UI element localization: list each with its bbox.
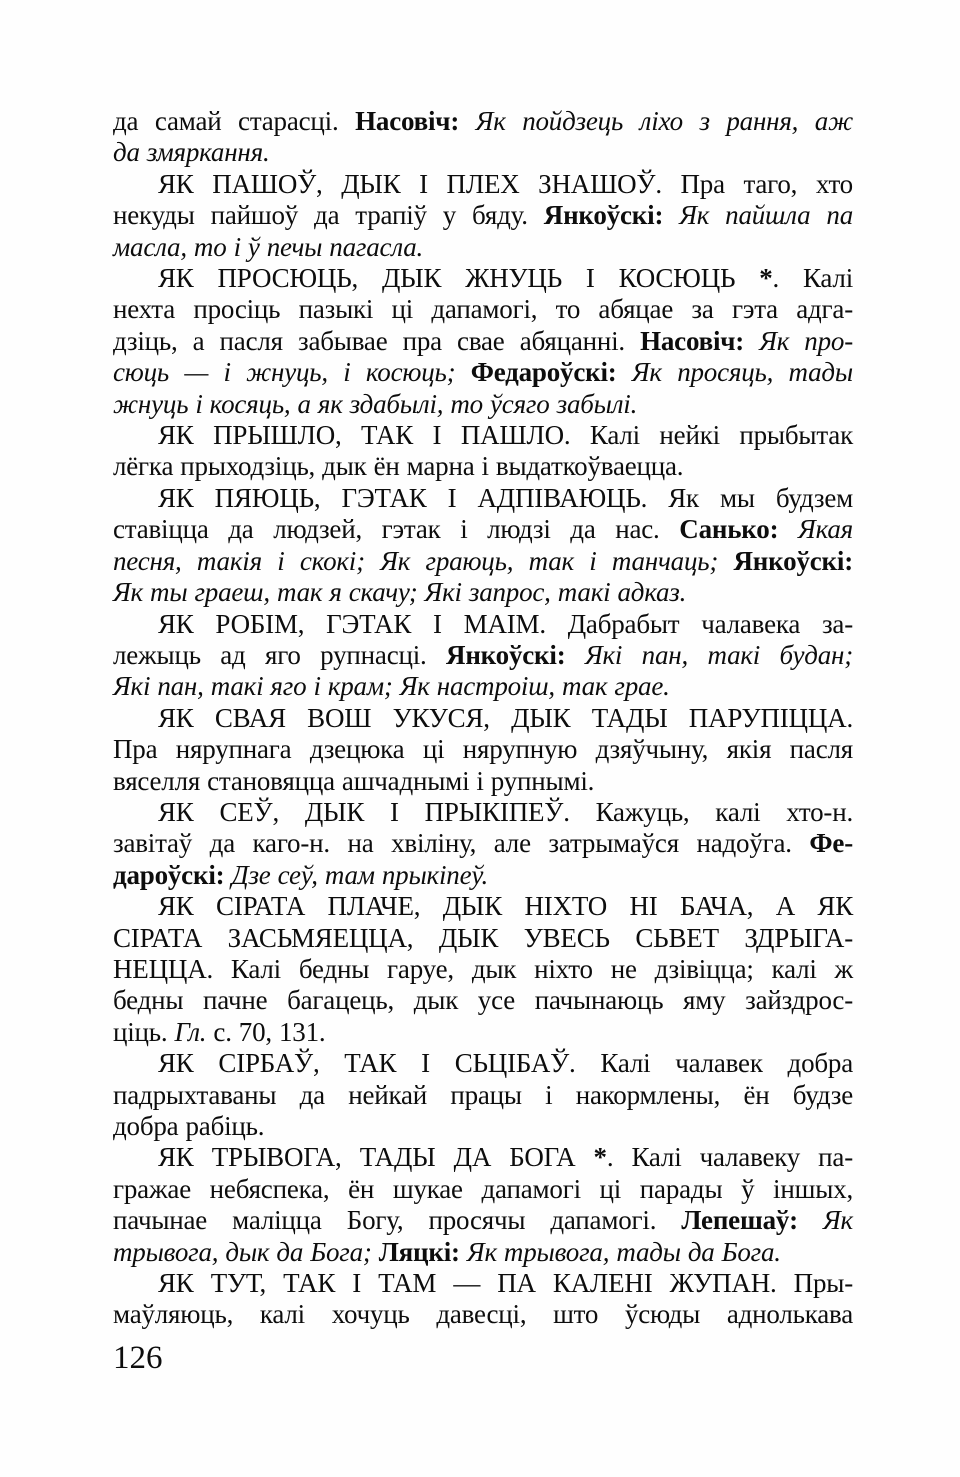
text-line [113,703,853,734]
text-line [113,577,853,608]
source-name: Янкоўскі: [446,639,585,670]
source-name: Насовіч: [355,106,476,136]
proverb-text: Які пан, такі будан; [584,639,854,670]
text-line [113,640,853,671]
body-text: некуды пайшоў да трапіў у бяду. [113,200,544,231]
proverb-text: масла, то і ў печы пагасла. [113,231,424,262]
text-line [113,797,853,828]
paragraph [113,1268,853,1331]
text-line [113,1237,853,1268]
text-line [113,232,853,263]
proverb-text: Як про- [759,325,854,356]
text-line [113,609,853,640]
proverb-text: Гл. [174,1016,207,1047]
paragraph [113,703,853,797]
body-text: вяселля становяцца ашчаднымі і рупнымі. [113,765,595,796]
source-name: Насовіч: [640,325,760,356]
body-text: ЯК ПЯЮЦЬ, ГЭТАК І АДПІВАЮЦЬ. Як мы будзем [158,482,853,513]
body-text: дзіць, а пасля забывае пра свае абяцанні. [113,325,641,356]
text-line [113,263,853,294]
body-text: добра рабіць. [113,1111,265,1141]
body-text: ЯК СІРАТА ПЛАЧЕ, ДЫК НІХТО НІ БАЧА, А ЯК [158,891,853,922]
body-text: ЯК СІРБАЎ, ТАК І СЬЦІБАЎ. Калі чалавек добра [158,1048,853,1079]
source-name: Фе- [809,828,853,859]
body-text: . Калі чалавеку па- [606,1142,853,1173]
paragraph [113,891,853,1048]
source-name: Федароўскі: [470,357,632,388]
body-text: нехта просіць пазыкі ці дапамогі, то абяцае за гэта адга- [113,294,853,325]
body-text: лежыць ад яго рупнасці. [113,639,447,670]
text-line [113,954,853,985]
body-text: гражае небяспека, ён шукае дапамогі ці парады ў іншых, [113,1173,853,1204]
body-text: НЕЦЦА. Калі бедны гаруе, дык ніхто не дзівіцца; калі ж [113,953,853,984]
paragraph [113,609,853,703]
proverb-text: сюць — і жнуць, і косюць; [113,357,471,388]
proverb-text: Як ты граеш, так я скачу; Які запрос, такі адказ. [113,577,687,608]
source-name: Ляцкі: [378,1236,467,1267]
body-text: завітаў да каго-н. на хвіліну, але затрымаўся надоўга. [113,828,810,859]
source-name: Янкоўскі: [733,545,853,576]
text-line [113,1205,853,1236]
paragraph [113,797,853,891]
text-line [113,1299,853,1330]
text-line [113,923,853,954]
text-line [113,451,853,482]
text-line [113,200,853,231]
proverb-text: Як пойдзець ліхо з рання, аж [475,106,854,136]
body-text: маўляюць, калі хочуць давесці, што ўсюды аднолькава [113,1299,853,1330]
body-text: ЯК СЕЎ, ДЫК І ПРЫКІПЕЎ. Кажуць, калі хто-н. [158,796,853,827]
proverb-text: Дзе сеў, там прыкіпеў. [231,859,489,890]
text-line [113,357,853,388]
body-text: ЯК ПРОСЮЦЬ, ДЫК ЖНУЦЬ І КОСЮЦЬ [158,263,760,294]
body-text: лёгка прыходзіць, дык ён марна і выдаткоўваецца. [113,451,684,482]
body-text: СІРАТА ЗАСЬМЯЕЦЦА, ДЫК УВЕСЬ СЬВЕТ ЗДРЫГА- [113,922,853,953]
body-text: ставіцца да людзей, гэтак і людзі да нас. [113,514,680,545]
body-text: ЯК ТУТ, ТАК І ТАМ — ПА КАЛЕНІ ЖУПАН. Пры- [158,1268,853,1299]
body-text: с. 70, 131. [206,1016,326,1047]
text-line [113,326,853,357]
proverb-text: Як пайшла па [679,200,853,231]
text-line [113,137,853,168]
page-number: 126 [113,1340,163,1376]
paragraph [113,483,853,609]
text-line [113,1142,853,1173]
source-name: Янкоўскі: [543,200,680,231]
proverb-text: Як [823,1205,853,1236]
paragraph [113,169,853,263]
text-line [113,1080,853,1111]
text-line [113,734,853,765]
proverb-text: Якая [798,514,853,545]
text-line [113,169,853,200]
proverb-text: жнуць і косяць, а як здабылі, то ўсяго забылі. [113,388,638,419]
body-text: пачынае маліцца Богу, просячы дапамогі. [113,1205,682,1236]
text-line [113,860,853,891]
source-name: Лепешаў: [681,1205,824,1236]
body-text: падрыхтаваны да нейкай працы і накормлены, ён будзе [113,1079,853,1110]
text-line [113,1048,853,1079]
proverb-text: Як просяць, тады [631,357,853,388]
text-line [113,1174,853,1205]
body-text: ціць. [113,1016,175,1047]
text-line [113,985,853,1016]
body-text: ЯК ПРЫШЛО, ТАК І ПАШЛО. Калі нейкі прыбытак [158,420,853,451]
body-text: ЯК РОБІМ, ГЭТАК І МАІМ. Дабрабыт чалавека за- [158,608,853,639]
paragraph [113,263,853,420]
paragraph [113,1142,853,1268]
body-text: бедны пачне багацець, дык усе пачынаюць яму зайздрос- [113,985,853,1016]
text-line [113,891,853,922]
source-name: * [593,1142,607,1173]
text-line [113,420,853,451]
text-line [113,671,853,702]
proverb-text: Які пан, такі яго і крам; Як настроіш, так грае. [113,671,670,702]
body-text: Пра нярупнага дзецюка ці нярупную дзяўчыну, якія пасля [113,734,853,765]
text-line [113,546,853,577]
paragraph [113,1048,853,1142]
text-line [113,294,853,325]
body-text: . Калі [772,263,853,294]
source-name: дароўскі: [113,859,232,890]
text-line [113,1111,853,1142]
source-name: Санько: [679,514,799,545]
text-line [113,389,853,420]
proverb-text: трывога, дык да Бога; [113,1236,379,1267]
text-line [113,483,853,514]
proverb-text: песня, такія і скокі; Як граюць, так і танчаць; [113,545,734,576]
body-text: ЯК ТРЫВОГА, ТАДЫ ДА БОГА [158,1142,594,1173]
text-line [113,1017,853,1048]
proverb-text: да змяркання. [113,137,270,168]
text-line [113,106,853,137]
body-text: да самай старасці. [113,106,356,136]
paragraph [113,106,853,169]
text-line [113,514,853,545]
text-line [113,1268,853,1299]
text-line [113,828,853,859]
proverb-text: Як трывога, тады да Бога. [466,1236,781,1267]
text-column [113,106,853,1331]
text-line [113,766,853,797]
body-text: ЯК ПАШОЎ, ДЫК І ПЛЕХ ЗНАШОЎ. Пра таго, хто [158,168,853,199]
body-text: ЯК СВАЯ ВОШ УКУСЯ, ДЫК ТАДЫ ПАРУПІЦЦА. [158,702,853,733]
source-name: * [759,263,773,294]
paragraph [113,420,853,483]
